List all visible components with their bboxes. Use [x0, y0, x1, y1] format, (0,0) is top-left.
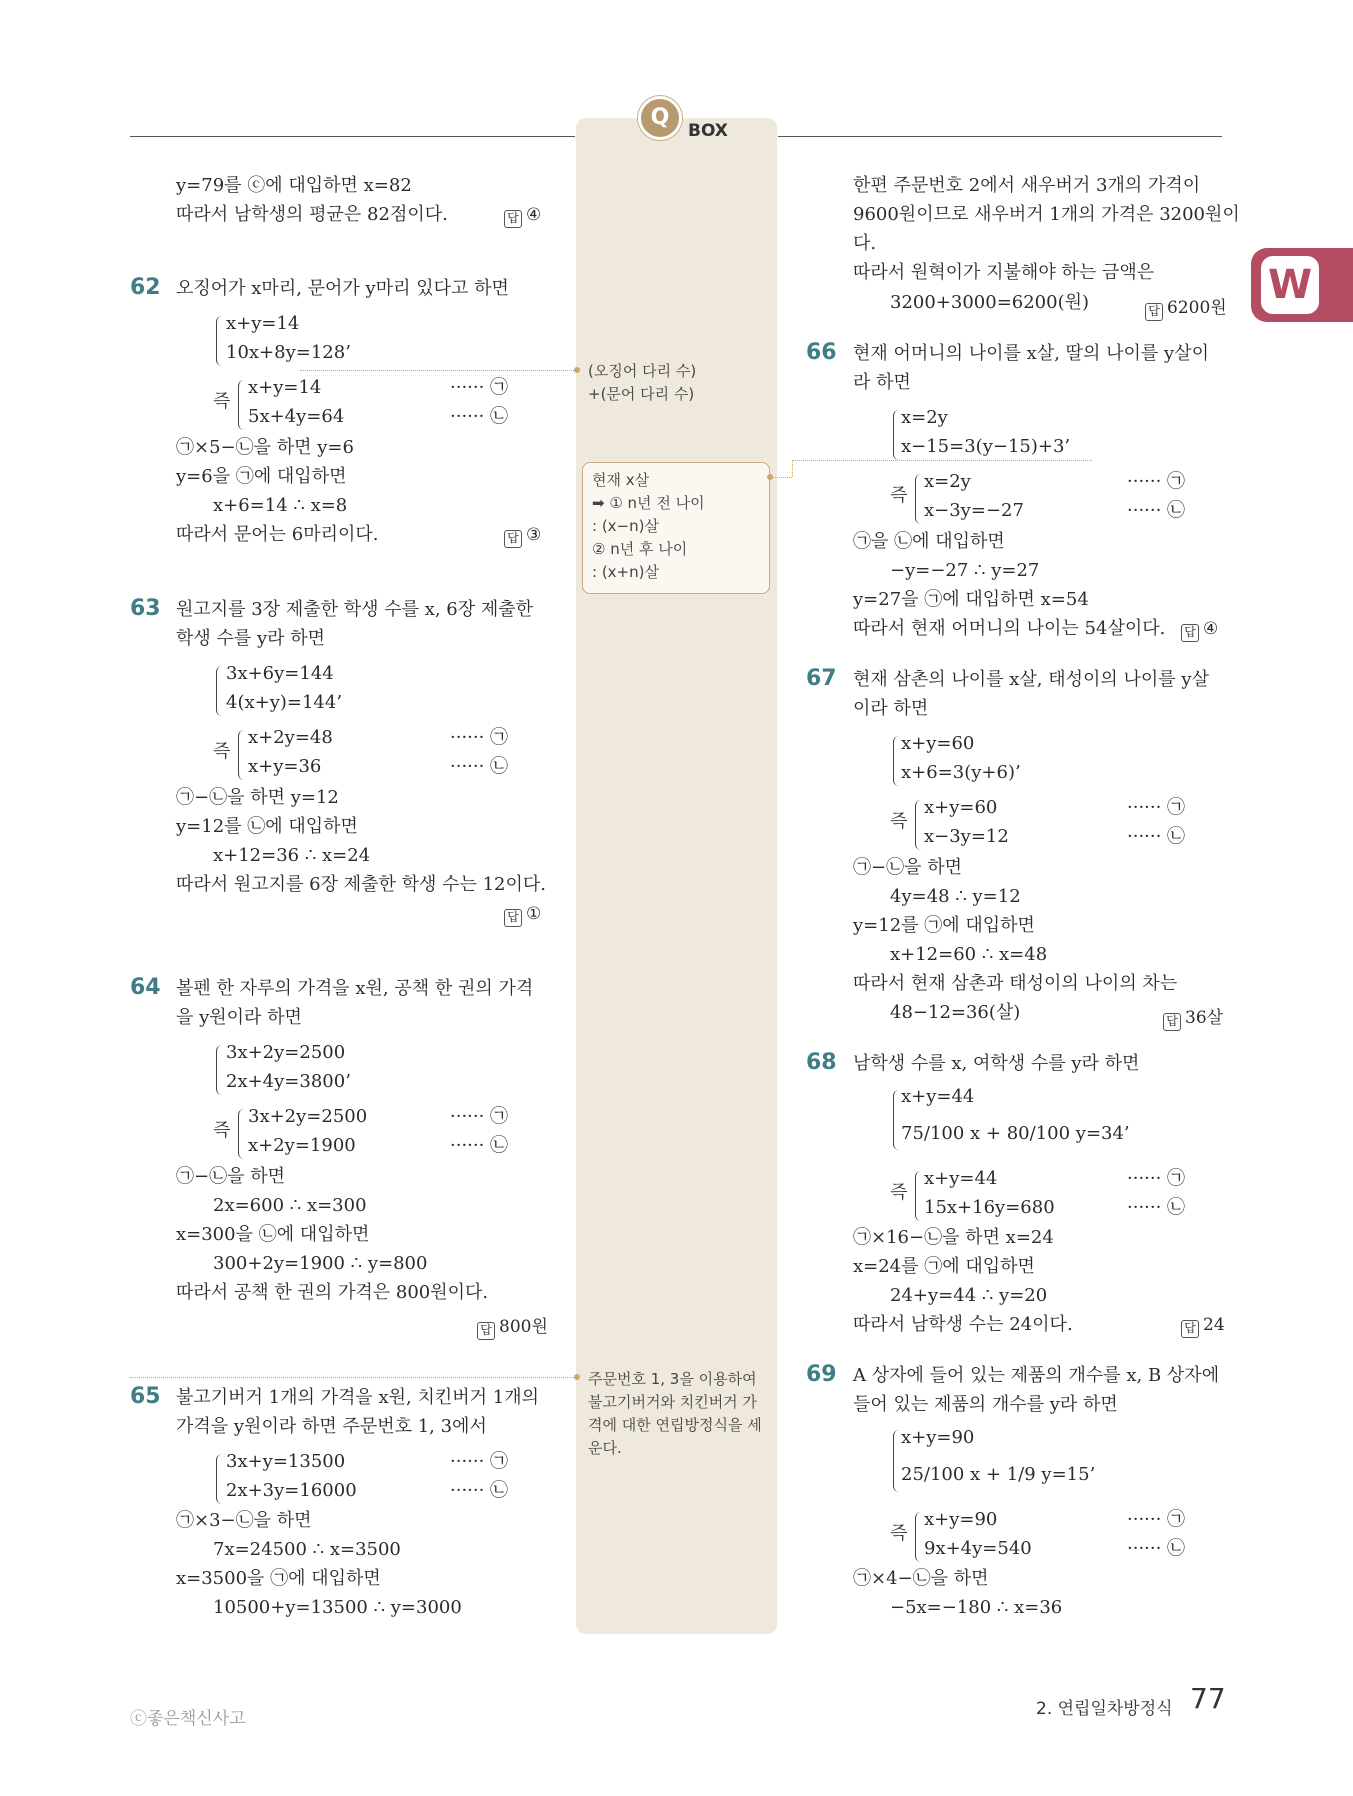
note-65-line-3: 격에 대한 연립방정식을 세: [588, 1416, 762, 1434]
p64-line-10: ㉠−㉡을 하면: [176, 1166, 285, 1187]
p62-line-5: x+y=14: [248, 377, 322, 398]
leader-62-dot: [574, 367, 580, 373]
p67-line-14: 따라서 현재 삼촌과 태성이의 나이의 차는: [853, 973, 1178, 994]
note-62-line-2: +(문어 다리 수): [588, 385, 695, 403]
leader-66-dot: [767, 474, 773, 480]
leader-62: [300, 370, 576, 371]
answer-value: 36살: [1185, 1008, 1224, 1028]
p64-line-6: 3x+2y=2500: [248, 1106, 368, 1127]
p64-line-11: 2x=600 ∴ x=300: [213, 1195, 367, 1216]
p68-line-5: x+y=44: [924, 1168, 998, 1189]
p64-line-1: 볼펜 한 자루의 가격을 x원, 공책 한 권의 가격: [176, 978, 534, 999]
p63-line-6: x+2y=48: [248, 727, 333, 748]
note-65-line-2: 불고기버거와 치킨버거 가: [588, 1393, 757, 1411]
answer-icon: 답: [504, 909, 522, 927]
p63-answer: [504, 904, 541, 927]
copyright: ⓒ좋은책신사고: [130, 1709, 246, 1729]
p68-line-8: ······ ㉡: [1127, 1197, 1186, 1218]
p64-line-12: x=300을 ㉡에 대입하면: [176, 1224, 370, 1245]
leader-66-b: [792, 460, 793, 477]
p69-line-6: x+y=90: [924, 1509, 998, 1530]
p64-line-2: 을 y원이라 하면: [176, 1007, 302, 1028]
p63-line-13: 따라서 원고지를 6장 제출한 학생 수는 12이다.: [176, 874, 547, 895]
qbox-badge-icon: Q: [638, 96, 682, 140]
left-intro-line-2: 따라서 남학생의 평균은 82점이다.: [176, 204, 448, 225]
p64-line-5: 즉: [213, 1120, 231, 1141]
p64-brace-1: [216, 1045, 224, 1095]
p68-brace-2: [915, 1171, 923, 1221]
p68-line-10: x=24를 ㉠에 대입하면: [853, 1256, 1035, 1277]
p66-line-4: x−15=3(y−15)+3’: [901, 436, 1071, 457]
p68-line-6: 15x+16y=680: [924, 1197, 1055, 1218]
p64-line-4: 2x+4y=3800’: [226, 1071, 351, 1092]
problem-68-number: 68: [806, 1050, 837, 1075]
p67-line-7: x−3y=12: [924, 826, 1009, 847]
p69-line-3: x+y=90: [901, 1427, 975, 1448]
p64-answer: [477, 1312, 548, 1340]
p67-line-6: x+y=60: [924, 797, 998, 818]
problem-65-number: 65: [130, 1384, 161, 1409]
p67-line-15: 48−12=36(살): [890, 1002, 1021, 1023]
p66-line-11: −y=−27 ∴ y=27: [890, 560, 1040, 581]
chapter-tab: [1251, 248, 1353, 322]
p68-line-1: 남학생 수를 x, 여학생 수를 y라 하면: [853, 1053, 1140, 1074]
leader-66-c: [792, 460, 1092, 461]
right-intro-line-5: 3200+3000=6200(원): [890, 292, 1090, 313]
right-intro-answer: [1145, 293, 1227, 321]
p63-line-7: x+y=36: [248, 756, 322, 777]
p62-line-1: 오징어가 x마리, 문어가 y마리 있다고 하면: [176, 278, 509, 299]
p64-line-14: 따라서 공책 한 권의 가격은 800원이다.: [176, 1282, 489, 1303]
p66-answer: [1181, 619, 1218, 642]
page-number: 77: [1190, 1682, 1226, 1715]
p62-line-9: ㉠×5−㉡을 하면 y=6: [176, 437, 354, 458]
p63-line-3: 3x+6y=144: [226, 663, 334, 684]
p63-line-8: ······ ㉠: [450, 727, 509, 748]
p69-line-2: 들어 있는 제품의 개수를 y라 하면: [853, 1394, 1118, 1415]
p67-line-5: 즉: [890, 811, 908, 832]
p68-brace-1: [893, 1090, 901, 1150]
p69-brace-1: [893, 1430, 901, 1492]
note-66-line-2: ➡ ① n년 전 나이: [592, 494, 705, 512]
note-62-line-1: (오징어 다리 수): [588, 362, 697, 380]
p65-line-4: 2x+3y=16000: [226, 1480, 357, 1501]
problem-67-number: 67: [806, 666, 837, 691]
p67-answer: [1163, 1003, 1223, 1031]
p69-line-10: ㉠×4−㉡을 하면: [853, 1568, 989, 1589]
p62-brace-2: [238, 380, 246, 430]
p67-line-3: x+y=60: [901, 733, 975, 754]
p69-brace-2: [915, 1512, 923, 1562]
p69-line-5: 즉: [890, 1523, 908, 1544]
answer-icon: 답: [1181, 624, 1199, 642]
answer-value: 24: [1203, 1315, 1225, 1335]
problem-69-number: 69: [806, 1362, 837, 1387]
p68-line-7: ······ ㉠: [1127, 1168, 1186, 1189]
p65-line-9: x=3500을 ㉠에 대입하면: [176, 1568, 381, 1589]
p63-line-1: 원고지를 3장 제출한 학생 수를 x, 6장 제출한: [176, 599, 534, 620]
p66-line-2: 라 하면: [853, 372, 911, 393]
chapter-title: 2. 연립일차방정식: [1036, 1699, 1173, 1719]
p66-line-9: ······ ㉡: [1127, 500, 1186, 521]
p67-line-2: 이라 하면: [853, 698, 929, 719]
p63-line-2: 학생 수를 y라 하면: [176, 628, 326, 649]
header-rule-left: [130, 136, 575, 137]
p62-line-11: x+6=14 ∴ x=8: [213, 495, 348, 516]
p65-line-10: 10500+y=13500 ∴ y=3000: [213, 1597, 462, 1618]
p62-line-4: 즉: [213, 391, 231, 412]
answer-value: ④: [526, 205, 542, 225]
right-intro-line-1: 한편 주문번호 2에서 새우버거 3개의 가격이: [853, 175, 1201, 196]
p66-line-3: x=2y: [901, 407, 948, 428]
answer-value: ③: [526, 525, 542, 545]
p66-line-12: y=27을 ㉠에 대입하면 x=54: [853, 589, 1089, 610]
p65-brace-1: [216, 1454, 224, 1504]
answer-icon: 답: [1145, 303, 1163, 321]
left-intro-line-1: y=79를 ⓒ에 대입하면 x=82: [176, 175, 412, 196]
p69-line-9: ······ ㉡: [1127, 1538, 1186, 1559]
note-66-line-4: ② n년 후 나이: [592, 540, 688, 558]
leader-65: [130, 1377, 576, 1378]
right-intro-line-4: 따라서 원혁이가 지불해야 하는 금액은: [853, 262, 1155, 283]
answer-icon: 답: [477, 1322, 495, 1340]
header-rule-right: [778, 136, 1222, 137]
answer-value: 800원: [499, 1317, 548, 1337]
note-66-line-3: : (x−n)살: [592, 517, 659, 535]
note-65-line-4: 운다.: [588, 1439, 622, 1457]
p62-answer: [504, 525, 541, 548]
p63-brace-1: [216, 666, 224, 716]
note-65-line-1: 주문번호 1, 3을 이용하여: [588, 1370, 757, 1388]
p69-line-1: A 상자에 들어 있는 제품의 개수를 x, B 상자에: [853, 1365, 1220, 1386]
p62-line-10: y=6을 ㉠에 대입하면: [176, 466, 347, 487]
answer-icon: 답: [504, 530, 522, 548]
w-logo-icon: W: [1261, 256, 1319, 314]
p64-line-8: ······ ㉠: [450, 1106, 509, 1127]
p66-brace-1: [893, 410, 901, 460]
leader-66-a: [770, 477, 792, 478]
p62-line-12: 따라서 문어는 6마리이다.: [176, 524, 379, 545]
problem-64-number: 64: [130, 975, 161, 1000]
p67-line-11: 4y=48 ∴ y=12: [890, 886, 1021, 907]
p67-brace-1: [893, 736, 901, 786]
p64-line-9: ······ ㉡: [450, 1135, 509, 1156]
qbox-title: BOX: [688, 121, 728, 141]
p67-line-12: y=12를 ㉠에 대입하면: [853, 915, 1035, 936]
note-66-line-5: : (x+n)살: [592, 563, 659, 581]
problem-63-number: 63: [130, 596, 161, 621]
note-66-line-1: 현재 x살: [592, 471, 650, 489]
p65-line-5: ······ ㉠: [450, 1451, 509, 1472]
p62-brace-1: [216, 316, 224, 366]
answer-icon: 답: [1181, 1320, 1199, 1338]
problem-62-number: 62: [130, 275, 161, 300]
p68-line-4: 즉: [890, 1182, 908, 1203]
p64-line-13: 300+2y=1900 ∴ y=800: [213, 1253, 428, 1274]
p67-line-1: 현재 삼촌의 나이를 x살, 태성이의 나이를 y살: [853, 669, 1209, 690]
p63-line-9: ······ ㉡: [450, 756, 509, 777]
p62-line-2: x+y=14: [226, 313, 300, 334]
p68-line-9: ㉠×16−㉡을 하면 x=24: [853, 1227, 1054, 1248]
leader-65-dot: [574, 1374, 580, 1380]
p63-line-11: y=12를 ㉡에 대입하면: [176, 816, 358, 837]
p65-line-6: ······ ㉡: [450, 1480, 509, 1501]
answer-value: 6200원: [1167, 298, 1227, 318]
p64-brace-2: [238, 1109, 246, 1159]
problem-66-number: 66: [806, 340, 837, 365]
p63-line-4: 4(x+y)=144’: [226, 692, 343, 713]
p63-line-10: ㉠−㉡을 하면 y=12: [176, 787, 339, 808]
p65-line-7: ㉠×3−㉡을 하면: [176, 1510, 312, 1531]
p67-line-4: x+6=3(y+6)’: [901, 762, 1021, 783]
p67-line-9: ······ ㉡: [1127, 826, 1186, 847]
right-intro-line-2: 9600원이므로 새우버거 1개의 가격은 3200원이: [853, 204, 1240, 225]
p66-line-13: 따라서 현재 어머니의 나이는 54살이다.: [853, 618, 1166, 639]
p66-brace-2: [915, 474, 923, 524]
p64-line-7: x+2y=1900: [248, 1135, 356, 1156]
p67-line-13: x+12=60 ∴ x=48: [890, 944, 1048, 965]
p65-line-1: 불고기버거 1개의 가격을 x원, 치킨버거 1개의: [176, 1387, 539, 1408]
p63-line-5: 즉: [213, 741, 231, 762]
p68-line-11: 24+y=44 ∴ y=20: [890, 1285, 1048, 1306]
p65-line-2: 가격을 y원이라 하면 주문번호 1, 3에서: [176, 1416, 487, 1437]
p69-line-4: 25/100 x + 1/9 y=15’: [901, 1464, 1096, 1485]
p62-line-8: ······ ㉡: [450, 406, 509, 427]
p62-line-6: 5x+4y=64: [248, 406, 345, 427]
p66-line-6: x=2y: [924, 471, 971, 492]
p69-line-8: ······ ㉠: [1127, 1509, 1186, 1530]
p66-line-10: ㉠을 ㉡에 대입하면: [853, 531, 1005, 552]
p62-line-3: 10x+8y=128’: [226, 342, 351, 363]
answer-value: ④: [1203, 619, 1219, 639]
p65-line-8: 7x=24500 ∴ x=3500: [213, 1539, 401, 1560]
p68-answer: [1181, 1315, 1225, 1338]
p63-brace-2: [238, 730, 246, 780]
p66-line-5: 즉: [890, 485, 908, 506]
answer-icon: 답: [504, 210, 522, 228]
right-intro-line-3: 다.: [853, 233, 877, 254]
p64-line-3: 3x+2y=2500: [226, 1042, 346, 1063]
p69-line-7: 9x+4y=540: [924, 1538, 1032, 1559]
p67-line-10: ㉠−㉡을 하면: [853, 857, 962, 878]
p65-line-3: 3x+y=13500: [226, 1451, 346, 1472]
p67-line-8: ······ ㉠: [1127, 797, 1186, 818]
p66-line-8: ······ ㉠: [1127, 471, 1186, 492]
answer-icon: 답: [1163, 1013, 1181, 1031]
p68-line-3: 75/100 x + 80/100 y=34’: [901, 1123, 1130, 1144]
p68-line-12: 따라서 남학생 수는 24이다.: [853, 1314, 1073, 1335]
p63-line-12: x+12=36 ∴ x=24: [213, 845, 371, 866]
p69-line-11: −5x=−180 ∴ x=36: [890, 1597, 1063, 1618]
p68-line-2: x+y=44: [901, 1086, 975, 1107]
p66-line-1: 현재 어머니의 나이를 x살, 딸의 나이를 y살이: [853, 343, 1209, 364]
p62-line-7: ······ ㉠: [450, 377, 509, 398]
left-intro-answer: [504, 205, 541, 228]
p67-brace-2: [915, 800, 923, 850]
answer-value: ①: [526, 904, 542, 924]
p66-line-7: x−3y=−27: [924, 500, 1024, 521]
